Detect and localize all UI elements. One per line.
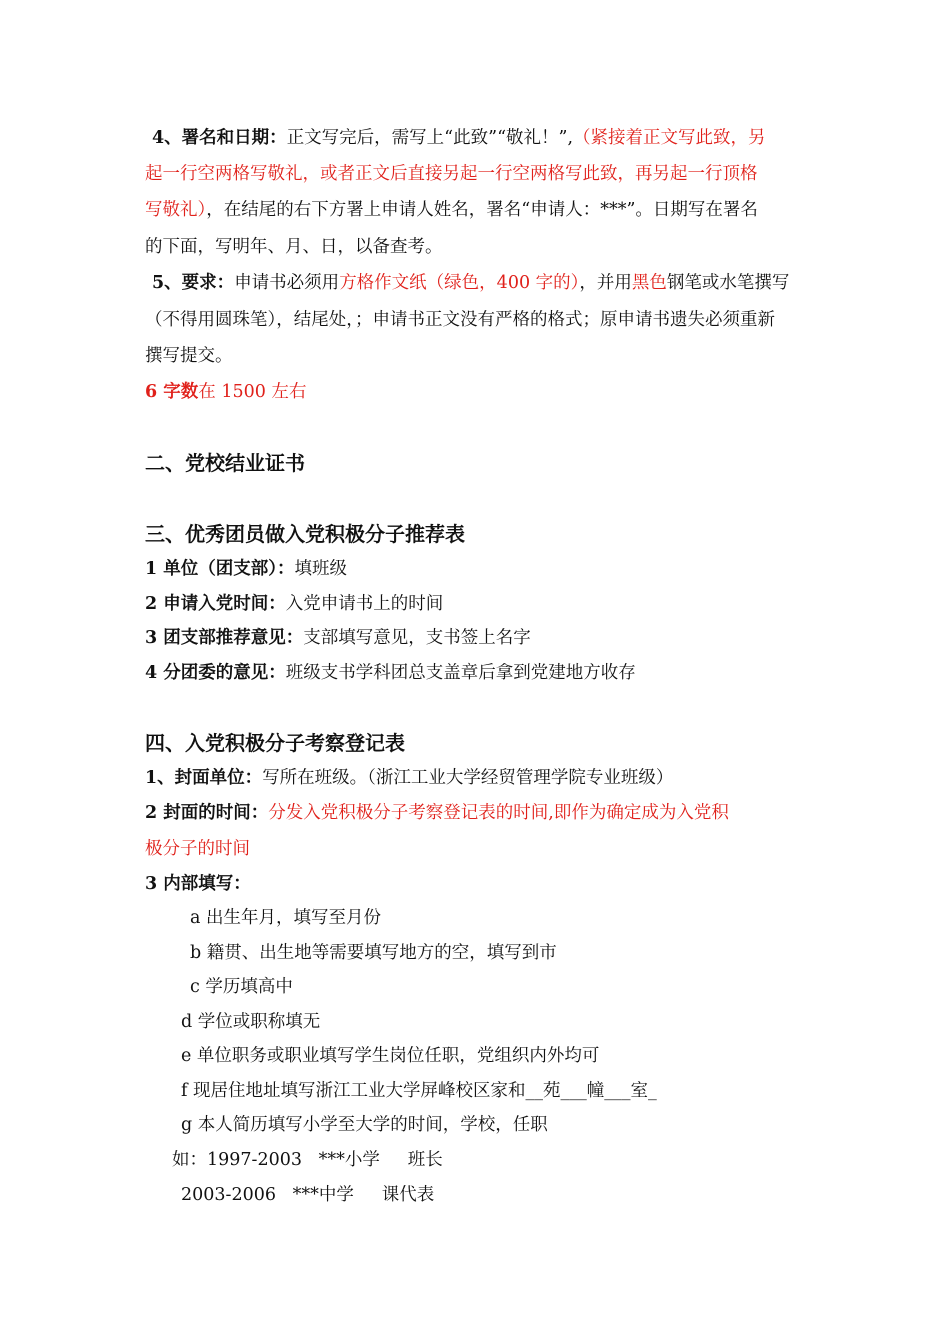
recommendation-label: 1 单位（团支部）： bbox=[145, 559, 295, 579]
heading-recommendation-form: 三、优秀团员做入党积极分子推荐表 bbox=[145, 522, 465, 546]
requirements-red-2: 黑色 bbox=[631, 273, 667, 293]
registration-item: a 出生年月，填写至月份 bbox=[190, 908, 381, 928]
requirements-text-3: 钢笔或水笔撰写 bbox=[666, 273, 790, 293]
signature-date-red-3: 写敬礼） bbox=[145, 200, 207, 220]
requirements-red-1: 方格作文纸（绿色，400 字的） bbox=[339, 273, 580, 293]
recommendation-text: 填班级 bbox=[294, 559, 348, 579]
resume-example-1: 如：1997-2003 ***小学 班长 bbox=[172, 1150, 443, 1170]
recommendation-item bbox=[145, 627, 531, 649]
requirements-line-3: 撰写提交。 bbox=[145, 346, 233, 366]
signature-date-line-3 bbox=[145, 199, 758, 221]
registration-item: e 单位职务或职业填写学生岗位任职，党组织内外均可 bbox=[181, 1046, 600, 1066]
registration-time-line-2: 极分子的时间 bbox=[145, 839, 250, 859]
registration-item: d 学位或职称填无 bbox=[181, 1012, 321, 1032]
signature-date-red-1: （紧接着正文写此致，另 bbox=[573, 128, 766, 148]
registration-time-line-1 bbox=[145, 802, 729, 824]
registration-item: f 现居住地址填写浙江工业大学屏峰校区家和__苑___幢___室_ bbox=[181, 1081, 657, 1101]
requirements-line-1 bbox=[152, 272, 789, 294]
heading-registration-form: 四、入党积极分子考察登记表 bbox=[145, 731, 405, 755]
signature-date-label: 4、署名和日期： bbox=[152, 128, 287, 148]
word-count-line bbox=[145, 381, 306, 403]
registration-item: b 籍贯、出生地等需要填写地方的空，填写到市 bbox=[190, 943, 557, 963]
signature-date-line-4: 的下面，写明年、月、日，以备查考。 bbox=[145, 237, 443, 257]
registration-item: g 本人简历填写小学至大学的时间，学校，任职 bbox=[181, 1115, 548, 1135]
requirements-line-2: （不得用圆珠笔），结尾处，；申请书正文没有严格的格式；原申请书遗失必须重新 bbox=[145, 310, 775, 330]
recommendation-label: 3 团支部推荐意见： bbox=[145, 628, 304, 648]
time-label: 2 封面的时间： bbox=[145, 803, 269, 823]
signature-date-line-1 bbox=[152, 127, 766, 149]
requirements-text-2: ，并用 bbox=[579, 273, 632, 293]
word-count-num: 6 bbox=[145, 382, 164, 402]
registration-cover-line bbox=[145, 767, 673, 789]
recommendation-item bbox=[145, 662, 636, 684]
cover-label: 1、封面单位： bbox=[145, 768, 263, 788]
signature-date-line-2: 起一行空两格写敬礼，或者正文后直接另起一行空两格写此致，再另起一行顶格 bbox=[145, 164, 758, 184]
heading-party-school-certificate: 二、党校结业证书 bbox=[145, 451, 305, 475]
recommendation-item bbox=[145, 558, 347, 580]
recommendation-item bbox=[145, 593, 443, 615]
requirements-text-1: 申请书必须用 bbox=[234, 273, 340, 293]
recommendation-text: 支部填写意见，支书签上名字 bbox=[303, 628, 531, 648]
registration-item: c 学历填高中 bbox=[190, 977, 293, 997]
recommendation-label: 2 申请入党时间： bbox=[145, 594, 286, 614]
time-red-1: 分发入党积极分子考察登记表的时间,即作为确定成为入党积 bbox=[268, 803, 729, 823]
signature-date-text-2: ，在结尾的右下方署上申请人姓名，署名“申请人：***”。日期写在署名 bbox=[206, 200, 758, 220]
word-count-text: 在 1500 左右 bbox=[198, 382, 307, 402]
registration-inner-label: 3 内部填写： bbox=[145, 874, 251, 894]
recommendation-text: 班级支书学科团总支盖章后拿到党建地方收存 bbox=[285, 663, 636, 683]
signature-date-text-1: 正文写完后，需写上“此致”“敬礼！”, bbox=[286, 128, 574, 148]
recommendation-label: 4 分团委的意见： bbox=[145, 663, 286, 683]
recommendation-text: 入党申请书上的时间 bbox=[285, 594, 444, 614]
word-count-label: 字数 bbox=[163, 382, 199, 402]
resume-example-2: 2003-2006 ***中学 课代表 bbox=[181, 1185, 435, 1205]
requirements-label: 5、要求： bbox=[152, 273, 235, 293]
cover-text: 写所在班级。（浙江工业大学经贸管理学院专业班级） bbox=[262, 768, 674, 788]
